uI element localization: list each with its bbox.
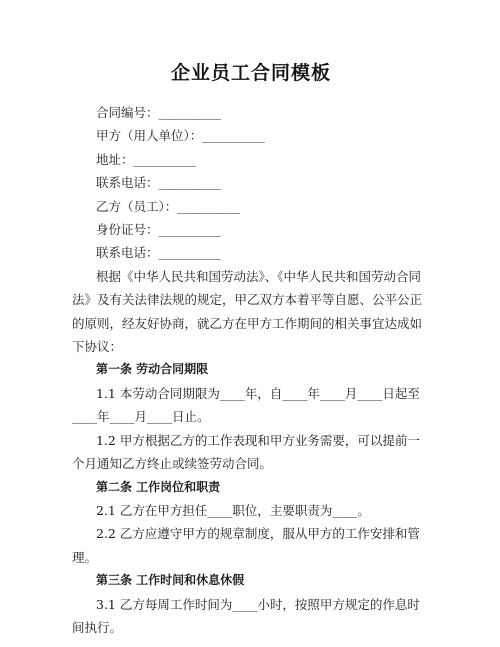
- field-blank: __________: [158, 105, 222, 120]
- field-phone-b: [96, 241, 430, 264]
- field-blank: __________: [202, 128, 265, 144]
- intro-paragraph: 根据《中华人民共和国劳动法》、《中华人民共和国劳动合同法》及有关法律法规的规定，甲乙双方本着平等自愿、公平公正的原则，经友好协商，就乙方在甲方工作期间的相关事宜达成如下协议：: [72, 268, 423, 355]
- field-label: 甲方（用人单位）：: [96, 128, 203, 144]
- field-address: [96, 148, 430, 171]
- clause-paragraph: 3.1 乙方每周工作时间为____小时，按照甲方规定的作息时间执行。: [72, 596, 420, 635]
- field-blank: __________: [158, 222, 222, 238]
- clause-paragraph: 2.1 乙方在甲方担任____职位，主要职责为____。: [96, 502, 370, 518]
- section-heading: 第三条 工作时间和休息休假: [96, 573, 245, 588]
- section-heading: 第二条 工作岗位和职责: [96, 479, 221, 494]
- field-party-b: [96, 195, 430, 218]
- field-label: 合同编号：: [96, 105, 159, 120]
- field-phone-a: [96, 171, 430, 194]
- field-label: 乙方（员工）：: [96, 198, 178, 214]
- field-label: 地址：: [96, 151, 134, 167]
- clause-paragraph: 1.2 甲方根据乙方的工作表现和甲方业务需要，可以提前一个月通知乙方终止或续签劳动合同。: [72, 432, 420, 472]
- field-blank: __________: [158, 175, 222, 191]
- field-label: 联系电话：: [96, 175, 159, 191]
- field-blank: __________: [133, 151, 197, 167]
- page-title: 企业员工合同模板: [170, 62, 331, 84]
- clause-paragraph: 1.1 本劳动合同期限为____年，自____年____月____日起至____年____月____日止。: [72, 385, 420, 425]
- field-label: 身份证号：: [96, 222, 159, 238]
- section-heading: 第一条 劳动合同期限: [96, 362, 209, 377]
- field-blank: __________: [158, 245, 222, 261]
- field-party-a: [96, 124, 430, 147]
- field-id-number: [96, 218, 430, 241]
- field-contract-number: [96, 101, 430, 124]
- field-label: 联系电话：: [96, 245, 159, 261]
- clause-paragraph: 2.2 乙方应遵守甲方的规章制度，服从甲方的工作安排和管理。: [72, 526, 420, 565]
- field-blank: __________: [177, 198, 240, 214]
